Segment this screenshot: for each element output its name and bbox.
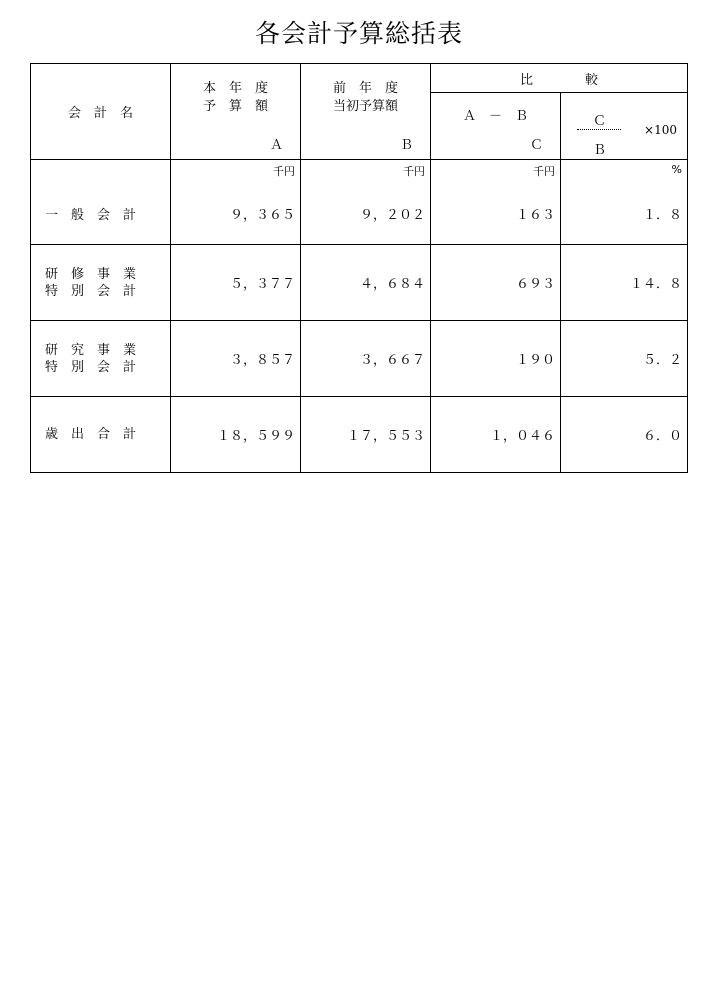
ratio-cell — [561, 160, 688, 245]
row-name-cell — [31, 245, 171, 321]
current-year-value: ５，３７７ — [171, 245, 301, 321]
row-name-cell — [31, 160, 171, 245]
current-year-value: ３，８５７ — [171, 321, 301, 397]
difference-value: １９０ — [431, 321, 561, 397]
row-name-line1: 研 究 事 業 — [45, 342, 137, 358]
header-difference-formula: Ａ － Ｂ — [463, 109, 529, 124]
table-row — [31, 245, 688, 321]
unit-previous-year: 千円 — [403, 165, 426, 178]
header-current-year-cell — [171, 64, 301, 160]
row-name: 一 般 会 計 — [45, 208, 137, 223]
row-name-line2: 特 別 会 計 — [45, 283, 137, 299]
header-row — [31, 64, 688, 93]
header-ratio-fraction-line — [577, 129, 621, 130]
header-current-year-line2: 予 算 額 — [203, 99, 269, 114]
ratio-value: ６．０ — [561, 397, 688, 473]
row-name-cell — [31, 321, 171, 397]
header-current-year-letter: Ａ — [270, 138, 284, 153]
ratio-value: １４．８ — [561, 245, 688, 321]
header-comparison-cell — [431, 64, 688, 93]
current-year-value: １８，５９９ — [171, 397, 301, 473]
table-row — [31, 160, 688, 245]
previous-year-cell — [301, 160, 431, 245]
ratio-value: １．８ — [642, 208, 682, 223]
header-difference-letter: Ｃ — [530, 138, 544, 153]
ratio-value: ５．２ — [561, 321, 688, 397]
previous-year-value: ９，２０２ — [360, 208, 426, 223]
row-name-line2: 特 別 会 計 — [45, 359, 137, 375]
difference-cell — [431, 160, 561, 245]
header-previous-year-line1: 前 年 度 — [333, 81, 399, 96]
difference-value: ６９３ — [431, 245, 561, 321]
header-difference-cell — [431, 93, 561, 160]
row-name-line1: 研 修 事 業 — [45, 266, 137, 282]
header-account-name: 会 計 名 — [68, 106, 134, 121]
header-previous-year-cell — [301, 64, 431, 160]
header-ratio-cell — [561, 93, 688, 160]
header-comparison: 比 較 — [520, 72, 599, 88]
table-row — [31, 321, 688, 397]
header-ratio-multiplier: ×100 — [644, 123, 677, 137]
previous-year-value: ３，６６７ — [301, 321, 431, 397]
previous-year-value: １７，５５３ — [301, 397, 431, 473]
header-account-name-cell — [31, 64, 171, 160]
row-name: 歳 出 合 計 — [45, 427, 137, 442]
header-previous-year-letter: Ｂ — [400, 138, 414, 153]
unit-current-year: 千円 — [273, 165, 296, 178]
difference-value: １６３ — [516, 208, 556, 223]
difference-value: １，０４６ — [431, 397, 561, 473]
page-title: 各会計予算総括表 — [254, 19, 463, 48]
current-year-value: ９，３６５ — [230, 208, 296, 223]
header-ratio-numerator: Ｃ — [593, 114, 607, 129]
budget-summary-table — [30, 63, 688, 473]
unit-ratio: % — [671, 163, 682, 176]
previous-year-value: ４，６８４ — [301, 245, 431, 321]
unit-difference: 千円 — [533, 165, 556, 178]
row-name-cell — [31, 397, 171, 473]
header-previous-year-line2: 当初予算額 — [333, 99, 399, 114]
header-ratio-denominator: Ｂ — [593, 143, 607, 158]
header-current-year-line1: 本 年 度 — [203, 81, 269, 96]
current-year-cell — [171, 160, 301, 245]
table-row-total — [31, 397, 688, 473]
